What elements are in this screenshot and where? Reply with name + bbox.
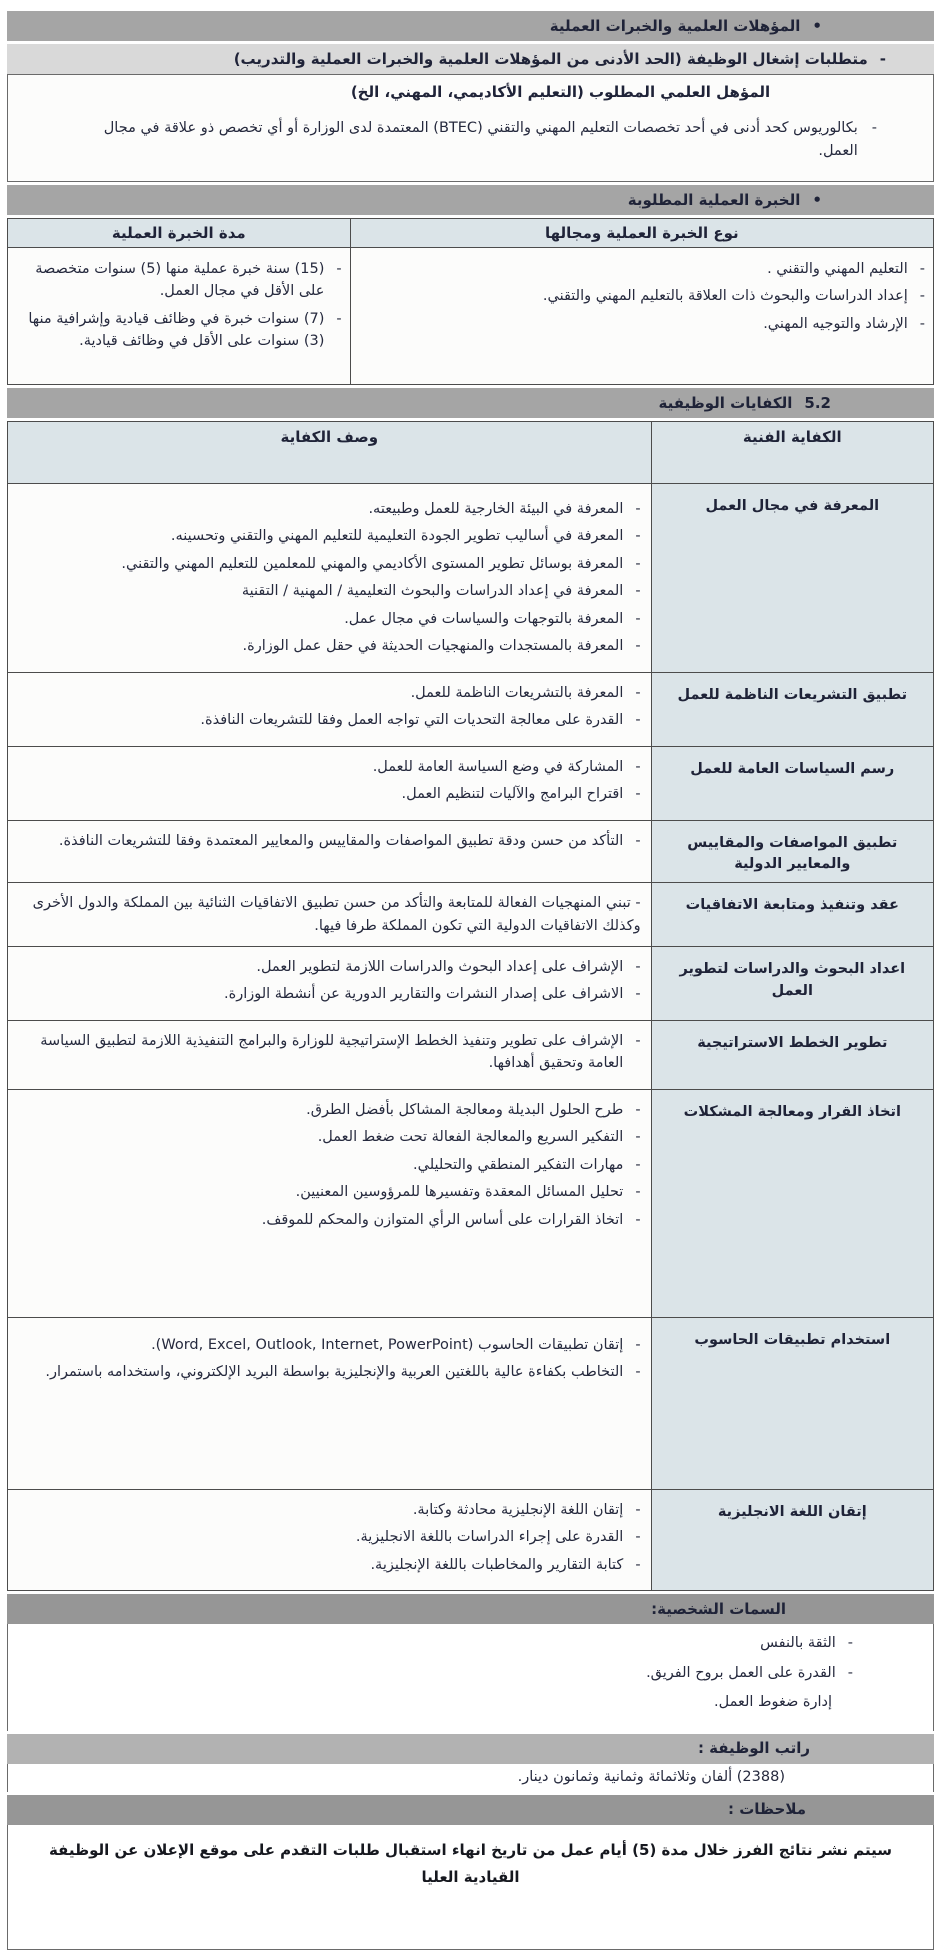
dash-marker: -: [635, 684, 641, 701]
competency-name-cell: إتقان اللغة الانجليزية: [651, 1489, 933, 1590]
experience-type-list: [359, 258, 925, 335]
dash-marker: -: [635, 1032, 641, 1049]
dash-marker: -: [635, 528, 641, 545]
competency-name-cell: اتخاذ القرار ومعالجة المشكلات: [651, 1089, 933, 1317]
list-item-text: اقتراح البرامج والآليات لتنظيم العمل.: [401, 786, 624, 803]
list-item: [16, 308, 342, 353]
competency-name-cell: تطوير الخطط الاستراتيجية: [651, 1020, 933, 1089]
list-item-text: المعرفة بالمستجدات والمنهجيات الحديثة في حقل عمل الوزارة.: [242, 638, 624, 655]
section-bar-qualifications: [7, 11, 934, 41]
list-item: [16, 1499, 641, 1521]
list-item: [16, 756, 641, 778]
competency-row: [8, 1317, 934, 1489]
competency-description-paragraph: - تبني المنهجيات الفعالة للمتابعة والتأكد من حسن تطبيق الاتفاقيات الثنائية بين المملكة والدول الأخرى وكذلك الاتفاقيات الدولية التي تكون المملكة طرفا فيها.: [32, 895, 641, 934]
dash-marker: -: [635, 1529, 641, 1546]
experience-table-header-row: [8, 219, 934, 248]
job-description-document: [7, 8, 934, 1950]
dash-marker: -: [635, 1336, 641, 1353]
experience-table: [7, 218, 934, 385]
list-item-text: التفكير السريع والمعالجة الفعالة تحت ضغط العمل.: [317, 1129, 624, 1146]
experience-type-header: نوع الخبرة العملية ومجالها: [350, 219, 933, 248]
list-item: [359, 313, 925, 335]
competency-row: [8, 672, 934, 746]
list-item: [16, 1030, 641, 1075]
competency-description-cell: [8, 483, 652, 672]
list-item: [18, 1691, 853, 1713]
competency-row: [8, 1020, 934, 1089]
competency-description-header: وصف الكفاية: [8, 421, 652, 483]
dash-marker: -: [847, 1664, 853, 1681]
list-item: [16, 1361, 641, 1383]
dash-marker: -: [879, 49, 886, 68]
list-item: [16, 1554, 641, 1576]
dash-marker: -: [336, 261, 342, 277]
list-item-text: طرح الحلول البديلة ومعالجة المشاكل بأفضل الطرق.: [306, 1101, 624, 1118]
section-bar-qualifications-label: المؤهلات العلمية والخبرات العملية: [549, 16, 801, 35]
dash-marker: -: [635, 832, 641, 849]
competency-description-cell: [8, 1489, 652, 1590]
list-item: [16, 1099, 641, 1121]
section-bar-competencies: [7, 388, 934, 418]
list-item-text: المشاركة في وضع السياسة العامة للعمل.: [372, 758, 624, 775]
competency-name-cell: تطبيق المواصفات والمقاييس والمعايير الدولية: [651, 820, 933, 883]
list-item: [18, 1632, 853, 1654]
list-item-text: التعليم المهني والتقني .: [767, 261, 908, 277]
competency-description-list: [16, 682, 641, 732]
list-item: [16, 1526, 641, 1548]
competency-description-list: [16, 1334, 641, 1384]
list-item-text: إدارة ضغوط العمل.: [714, 1694, 832, 1711]
competency-description-list: [16, 1030, 641, 1075]
competency-description-list: [16, 1499, 641, 1576]
list-item: [359, 285, 925, 307]
dash-marker: -: [336, 310, 342, 327]
experience-table-body-row: [8, 248, 934, 385]
list-item: [16, 525, 641, 547]
dash-marker: -: [635, 638, 641, 655]
dash-marker: -: [635, 1101, 641, 1118]
list-item: [16, 983, 641, 1005]
competencies-table-header-row: [8, 421, 934, 483]
experience-duration-cell: [8, 248, 351, 385]
competency-row: [8, 1089, 934, 1317]
dash-marker: -: [635, 1501, 641, 1518]
list-item-text: الإشراف على تطوير وتنفيذ الخطط الإستراتيجية للوزارة والبرامج التنفيذية اللازمة لتطبيق السياسة العامة وتحقيق أهدافها.: [40, 1032, 624, 1072]
section-bar-competencies-label: الكفايات الوظيفية: [658, 393, 793, 412]
list-item: [18, 1662, 853, 1684]
list-item-text: الإشراف على إعداد البحوث والدراسات اللازمة لتطوير العمل.: [256, 959, 624, 975]
list-item-text: الاشراف على إصدار النشرات والتقارير الدورية عن أنشطة الوزارة.: [223, 986, 624, 1003]
competency-description-list: [16, 830, 641, 852]
competency-description-cell: [8, 883, 652, 947]
list-item-text: (7) سنوات خبرة في وظائف قيادية وإشرافية منها (3) سنوات على الأقل في وظائف قيادية.: [28, 310, 325, 350]
education-title: المؤهل العلمي المطلوب (التعليم الأكاديمي، المهني، الخ): [350, 83, 771, 101]
section-bar-experience-label: الخبرة العملية المطلوبة: [627, 190, 801, 209]
section-bar-experience: [7, 185, 934, 215]
dash-marker: -: [635, 500, 641, 517]
education-item-text: بكالوريوس كحد أدنى في أحد تخصصات التعليم المهني والتقني (BTEC) المعتمدة لدى الوزارة أو أي تخصص ذو علاقة في مجال العمل.: [103, 120, 858, 160]
section-bar-salary: [7, 1734, 934, 1764]
competency-description-list: [16, 756, 641, 806]
competency-description-list: [16, 1099, 641, 1231]
competency-row: [8, 483, 934, 672]
section-number: 5.2: [804, 393, 831, 412]
list-item: [359, 258, 925, 280]
list-item-text: المعرفة بالتوجهات والسياسات في مجال عمل.: [344, 610, 624, 627]
dash-marker: -: [635, 1156, 641, 1173]
experience-duration-header: مدة الخبرة العملية: [8, 219, 351, 248]
list-item-text: المعرفة في أساليب تطوير الجودة التعليمية للتعليم المهني والتقني وتحسينه.: [170, 528, 624, 545]
competency-name-cell: تطبيق التشريعات الناظمة للعمل: [651, 672, 933, 746]
bullet-marker: •: [812, 190, 822, 209]
list-item: [16, 258, 342, 303]
list-item-text: المعرفة بوسائل تطوير المستوى الأكاديمي والمهني للمعلمين للتعليم المهني والتقني.: [121, 555, 624, 572]
section-bar-notes: [7, 1795, 934, 1825]
competency-name-cell: عقد وتنفيذ ومتابعة الاتفاقيات: [651, 883, 933, 947]
competency-name-cell: رسم السياسات العامة للعمل: [651, 746, 933, 820]
list-item: [16, 1181, 641, 1203]
list-item: [16, 830, 641, 852]
education-item: [18, 117, 923, 163]
list-item-text: مهارات التفكير المنطقي والتحليلي.: [413, 1156, 624, 1173]
dash-marker: -: [871, 120, 877, 136]
competency-description-list: [16, 956, 641, 1006]
list-item-text: المعرفة في البيئة الخارجية للعمل وطبيعته.: [368, 500, 624, 517]
list-item-text: إتقان اللغة الإنجليزية محادثة وكتابة.: [412, 1501, 624, 1518]
section-bar-requirements-label: متطلبات إشغال الوظيفة (الحد الأدنى من المؤهلات العلمية والخبرات العملية والتدريب): [233, 49, 868, 68]
competency-description-cell: [8, 947, 652, 1021]
competency-row: [8, 820, 934, 883]
competency-description-cell: [8, 1317, 652, 1489]
list-item-text: إعداد الدراسات والبحوث ذات العلاقة بالتعليم المهني والتقني.: [542, 288, 908, 305]
education-qualification-block: [7, 74, 934, 182]
competency-name-header: الكفاية الفنية: [651, 421, 933, 483]
experience-type-cell: [350, 248, 933, 385]
list-item: [16, 608, 641, 630]
dash-marker: -: [919, 288, 925, 305]
personal-traits-list: [18, 1632, 853, 1713]
section-bar-personal-traits: [7, 1594, 934, 1624]
dash-marker: -: [635, 1364, 641, 1381]
section-bar-notes-label: ملاحظات :: [727, 1800, 806, 1819]
list-item: [16, 1126, 641, 1148]
competency-row: [8, 746, 934, 820]
section-bar-salary-label: راتب الوظيفة :: [697, 1739, 810, 1758]
list-item: [16, 783, 641, 805]
list-item: [16, 498, 641, 520]
list-item-text: كتابة التقارير والمخاطبات باللغة الإنجليزية.: [370, 1556, 624, 1573]
competency-row: [8, 1489, 934, 1590]
list-item-text: التأكد من حسن ودقة تطبيق المواصفات والمقاييس والمعايير المعتمدة وفقا للتشريعات النافذة.: [58, 832, 624, 849]
section-bar-personal-traits-label: السمات الشخصية:: [651, 1599, 786, 1618]
competency-description-cell: [8, 746, 652, 820]
list-item-text: القدرة على العمل بروح الفريق.: [646, 1664, 836, 1681]
dash-marker: -: [919, 315, 925, 332]
dash-marker: -: [635, 1556, 641, 1573]
list-item-text: تحليل المسائل المعقدة وتفسيرها للمرؤوسين المعنيين.: [295, 1184, 624, 1201]
list-item-text: القدرة على إجراء الدراسات باللغة الانجليزية.: [355, 1529, 624, 1546]
dash-marker: -: [919, 261, 925, 277]
competency-name-cell: اعداد البحوث والدراسات لتطوير العمل: [651, 947, 933, 1021]
list-item: [16, 709, 641, 731]
list-item: [16, 682, 641, 704]
list-item-text: التخاطب بكفاءة عالية باللغتين العربية والإنجليزية بواسطة البريد الإلكتروني، واستخدامه باستمرار.: [45, 1364, 624, 1381]
list-item: [16, 956, 641, 978]
dash-marker: -: [635, 583, 641, 600]
competency-name-cell: المعرفة في مجال العمل: [651, 483, 933, 672]
experience-duration-list: [16, 258, 342, 353]
dash-marker: -: [635, 1129, 641, 1146]
salary-value: (2388) ألفان وثلاثمائة وثمانية وثمانون دينار.: [517, 1768, 785, 1785]
list-item-text: اتخاذ القرارات على أساس الرأي المتوازن والمحكم للموقف.: [261, 1211, 624, 1228]
list-item-text: المعرفة في إعداد الدراسات والبحوث التعليمية / المهنية / التقنية: [241, 583, 624, 600]
dash-marker: -: [847, 1635, 853, 1652]
list-item: [16, 580, 641, 602]
competency-description-cell: [8, 672, 652, 746]
competency-description-cell: [8, 820, 652, 883]
dash-marker: -: [635, 959, 641, 975]
dash-marker: -: [635, 712, 641, 729]
list-item: [16, 1154, 641, 1176]
list-item-text: القدرة على معالجة التحديات التي تواجه العمل وفقا للتشريعات النافذة.: [200, 712, 624, 729]
competency-description-cell: [8, 1089, 652, 1317]
notes-text: سيتم نشر نتائج الفرز خلال مدة (5) أيام عمل من تاريخ انهاء استقبال طلبات التقدم على موقع الإعلان عن الوظيفة القيادية العليا: [48, 1840, 893, 1886]
list-item-text: المعرفة بالتشريعات الناظمة للعمل.: [410, 684, 624, 701]
competencies-table: [7, 421, 934, 1591]
competency-description-cell: [8, 1020, 652, 1089]
dash-marker: -: [635, 555, 641, 572]
competency-row: [8, 883, 934, 947]
section-bar-requirements: [7, 44, 934, 74]
list-item-text: الإرشاد والتوجيه المهني.: [763, 315, 908, 332]
dash-marker: -: [635, 758, 641, 775]
list-item-text: (15) سنة خبرة عملية منها (5) سنوات متخصصة على الأقل في مجال العمل.: [35, 261, 325, 300]
list-item-text: الثقة بالنفس: [760, 1635, 836, 1652]
dash-marker: -: [635, 1211, 641, 1228]
notes-block: [7, 1825, 934, 1950]
bullet-marker: •: [812, 16, 822, 35]
competency-name-cell: استخدام تطبيقات الحاسوب: [651, 1317, 933, 1489]
personal-traits-block: [7, 1624, 934, 1730]
list-item: [16, 635, 641, 657]
list-item: [16, 1334, 641, 1356]
dash-marker: -: [635, 610, 641, 627]
dash-marker: -: [635, 1184, 641, 1201]
dash-marker: -: [635, 786, 641, 803]
competency-row: [8, 947, 934, 1021]
competency-description-list: [16, 498, 641, 658]
list-item-text: إتقان تطبيقات الحاسوب (Word, Excel, Outlook, Internet, PowerPoint).: [151, 1336, 624, 1353]
list-item: [16, 1209, 641, 1231]
list-item: [16, 553, 641, 575]
dash-marker: -: [635, 986, 641, 1003]
